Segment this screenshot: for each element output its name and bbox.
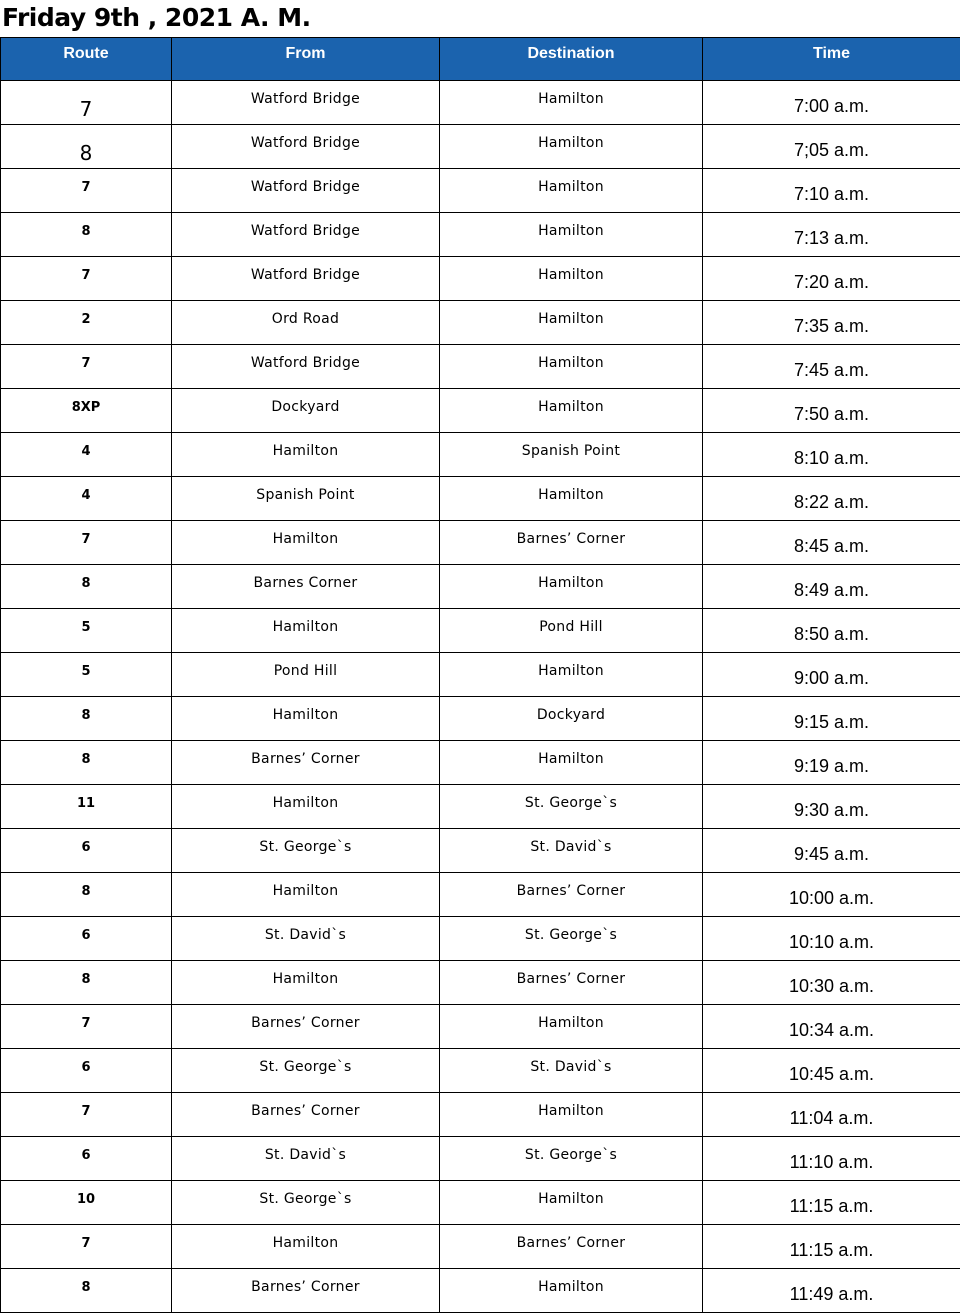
time-cell: 9:30 a.m. (703, 785, 960, 829)
time-cell: 8:50 a.m. (703, 609, 960, 653)
route-cell: 6 (1, 829, 172, 873)
table-row (1, 1181, 960, 1225)
table-row (1, 257, 960, 301)
route-cell: 8 (1, 741, 172, 785)
table-row (1, 521, 960, 565)
route-cell: 7 (1, 81, 172, 125)
from-cell: Pond Hill (172, 653, 440, 697)
table-row (1, 917, 960, 961)
time-cell: 11:49 a.m. (703, 1269, 960, 1313)
header-destination: Destination (440, 38, 703, 81)
from-cell: Hamilton (172, 697, 440, 741)
destination-cell: St. David`s (440, 829, 703, 873)
route-cell: 10 (1, 1181, 172, 1225)
route-cell: 7 (1, 1225, 172, 1269)
page-title: Friday 9th , 2021 A. M. (2, 3, 311, 32)
time-cell: 11:10 a.m. (703, 1137, 960, 1181)
from-cell: Watford Bridge (172, 125, 440, 169)
route-cell: 6 (1, 1049, 172, 1093)
table-row (1, 697, 960, 741)
destination-cell: Pond Hill (440, 609, 703, 653)
from-cell: Hamilton (172, 609, 440, 653)
time-cell: 9:19 a.m. (703, 741, 960, 785)
destination-cell: St. David`s (440, 1049, 703, 1093)
destination-cell: Hamilton (440, 345, 703, 389)
schedule-body (1, 81, 960, 1313)
table-row (1, 565, 960, 609)
time-cell: 7:50 a.m. (703, 389, 960, 433)
from-cell: Dockyard (172, 389, 440, 433)
table-row (1, 477, 960, 521)
destination-cell: Hamilton (440, 389, 703, 433)
route-cell: 7 (1, 345, 172, 389)
table-row (1, 873, 960, 917)
destination-cell: Dockyard (440, 697, 703, 741)
time-cell: 10:00 a.m. (703, 873, 960, 917)
table-row (1, 433, 960, 477)
destination-cell: Hamilton (440, 565, 703, 609)
from-cell: Hamilton (172, 961, 440, 1005)
route-cell: 6 (1, 1137, 172, 1181)
schedule-table (0, 37, 960, 1313)
destination-cell: Hamilton (440, 125, 703, 169)
destination-cell: Spanish Point (440, 433, 703, 477)
destination-cell: Hamilton (440, 1005, 703, 1049)
time-cell: 9:15 a.m. (703, 697, 960, 741)
header-from: From (172, 38, 440, 81)
time-cell: 11:15 a.m. (703, 1225, 960, 1269)
destination-cell: Hamilton (440, 213, 703, 257)
destination-cell: Barnes’ Corner (440, 961, 703, 1005)
table-row (1, 961, 960, 1005)
route-cell: 8 (1, 125, 172, 169)
table-row (1, 345, 960, 389)
table-row (1, 389, 960, 433)
route-cell: 8 (1, 213, 172, 257)
from-cell: Watford Bridge (172, 213, 440, 257)
table-row (1, 81, 960, 125)
route-cell: 7 (1, 169, 172, 213)
destination-cell: Hamilton (440, 257, 703, 301)
route-cell: 6 (1, 917, 172, 961)
destination-cell: Hamilton (440, 81, 703, 125)
from-cell: Barnes’ Corner (172, 1093, 440, 1137)
from-cell: Hamilton (172, 433, 440, 477)
time-cell: 7;05 a.m. (703, 125, 960, 169)
destination-cell: Hamilton (440, 169, 703, 213)
destination-cell: Barnes’ Corner (440, 873, 703, 917)
destination-cell: Barnes’ Corner (440, 1225, 703, 1269)
table-row (1, 609, 960, 653)
time-cell: 7:10 a.m. (703, 169, 960, 213)
from-cell: Hamilton (172, 785, 440, 829)
destination-cell: Hamilton (440, 1093, 703, 1137)
table-row (1, 1005, 960, 1049)
from-cell: Barnes’ Corner (172, 1005, 440, 1049)
time-cell: 8:22 a.m. (703, 477, 960, 521)
destination-cell: Barnes’ Corner (440, 521, 703, 565)
table-row (1, 301, 960, 345)
from-cell: St. David`s (172, 1137, 440, 1181)
route-cell: 7 (1, 1093, 172, 1137)
table-row (1, 1269, 960, 1313)
destination-cell: St. George`s (440, 1137, 703, 1181)
destination-cell: Hamilton (440, 653, 703, 697)
table-row (1, 1093, 960, 1137)
from-cell: Watford Bridge (172, 345, 440, 389)
time-cell: 10:30 a.m. (703, 961, 960, 1005)
header-time: Time (703, 38, 960, 81)
time-cell: 9:00 a.m. (703, 653, 960, 697)
route-cell: 11 (1, 785, 172, 829)
route-cell: 5 (1, 653, 172, 697)
table-row (1, 1225, 960, 1269)
route-cell: 8XP (1, 389, 172, 433)
from-cell: Barnes’ Corner (172, 1269, 440, 1313)
route-cell: 8 (1, 697, 172, 741)
destination-cell: Hamilton (440, 301, 703, 345)
destination-cell: Hamilton (440, 741, 703, 785)
route-cell: 7 (1, 1005, 172, 1049)
from-cell: Watford Bridge (172, 81, 440, 125)
route-cell: 8 (1, 961, 172, 1005)
from-cell: St. George`s (172, 1049, 440, 1093)
table-row (1, 741, 960, 785)
from-cell: Ord Road (172, 301, 440, 345)
route-cell: 7 (1, 521, 172, 565)
table-row (1, 125, 960, 169)
time-cell: 7:13 a.m. (703, 213, 960, 257)
time-cell: 11:15 a.m. (703, 1181, 960, 1225)
from-cell: Barnes Corner (172, 565, 440, 609)
from-cell: St. George`s (172, 829, 440, 873)
time-cell: 10:45 a.m. (703, 1049, 960, 1093)
table-row (1, 169, 960, 213)
time-cell: 8:10 a.m. (703, 433, 960, 477)
from-cell: Watford Bridge (172, 169, 440, 213)
time-cell: 10:34 a.m. (703, 1005, 960, 1049)
destination-cell: Hamilton (440, 477, 703, 521)
from-cell: St. George`s (172, 1181, 440, 1225)
time-cell: 8:45 a.m. (703, 521, 960, 565)
route-cell: 7 (1, 257, 172, 301)
table-row (1, 1137, 960, 1181)
from-cell: Hamilton (172, 873, 440, 917)
route-cell: 5 (1, 609, 172, 653)
table-row (1, 1049, 960, 1093)
from-cell: Hamilton (172, 1225, 440, 1269)
time-cell: 8:49 a.m. (703, 565, 960, 609)
time-cell: 10:10 a.m. (703, 917, 960, 961)
table-row (1, 785, 960, 829)
from-cell: St. David`s (172, 917, 440, 961)
table-header-row (1, 38, 960, 81)
route-cell: 4 (1, 477, 172, 521)
time-cell: 7:35 a.m. (703, 301, 960, 345)
destination-cell: Hamilton (440, 1181, 703, 1225)
table-row (1, 829, 960, 873)
from-cell: Spanish Point (172, 477, 440, 521)
time-cell: 11:04 a.m. (703, 1093, 960, 1137)
destination-cell: Hamilton (440, 1269, 703, 1313)
route-cell: 8 (1, 1269, 172, 1313)
time-cell: 9:45 a.m. (703, 829, 960, 873)
from-cell: Barnes’ Corner (172, 741, 440, 785)
table-row (1, 653, 960, 697)
route-cell: 8 (1, 565, 172, 609)
time-cell: 7:45 a.m. (703, 345, 960, 389)
table-row (1, 213, 960, 257)
route-cell: 4 (1, 433, 172, 477)
from-cell: Watford Bridge (172, 257, 440, 301)
from-cell: Hamilton (172, 521, 440, 565)
time-cell: 7:00 a.m. (703, 81, 960, 125)
route-cell: 2 (1, 301, 172, 345)
header-route: Route (1, 38, 172, 81)
time-cell: 7:20 a.m. (703, 257, 960, 301)
destination-cell: St. George`s (440, 785, 703, 829)
route-cell: 8 (1, 873, 172, 917)
destination-cell: St. George`s (440, 917, 703, 961)
